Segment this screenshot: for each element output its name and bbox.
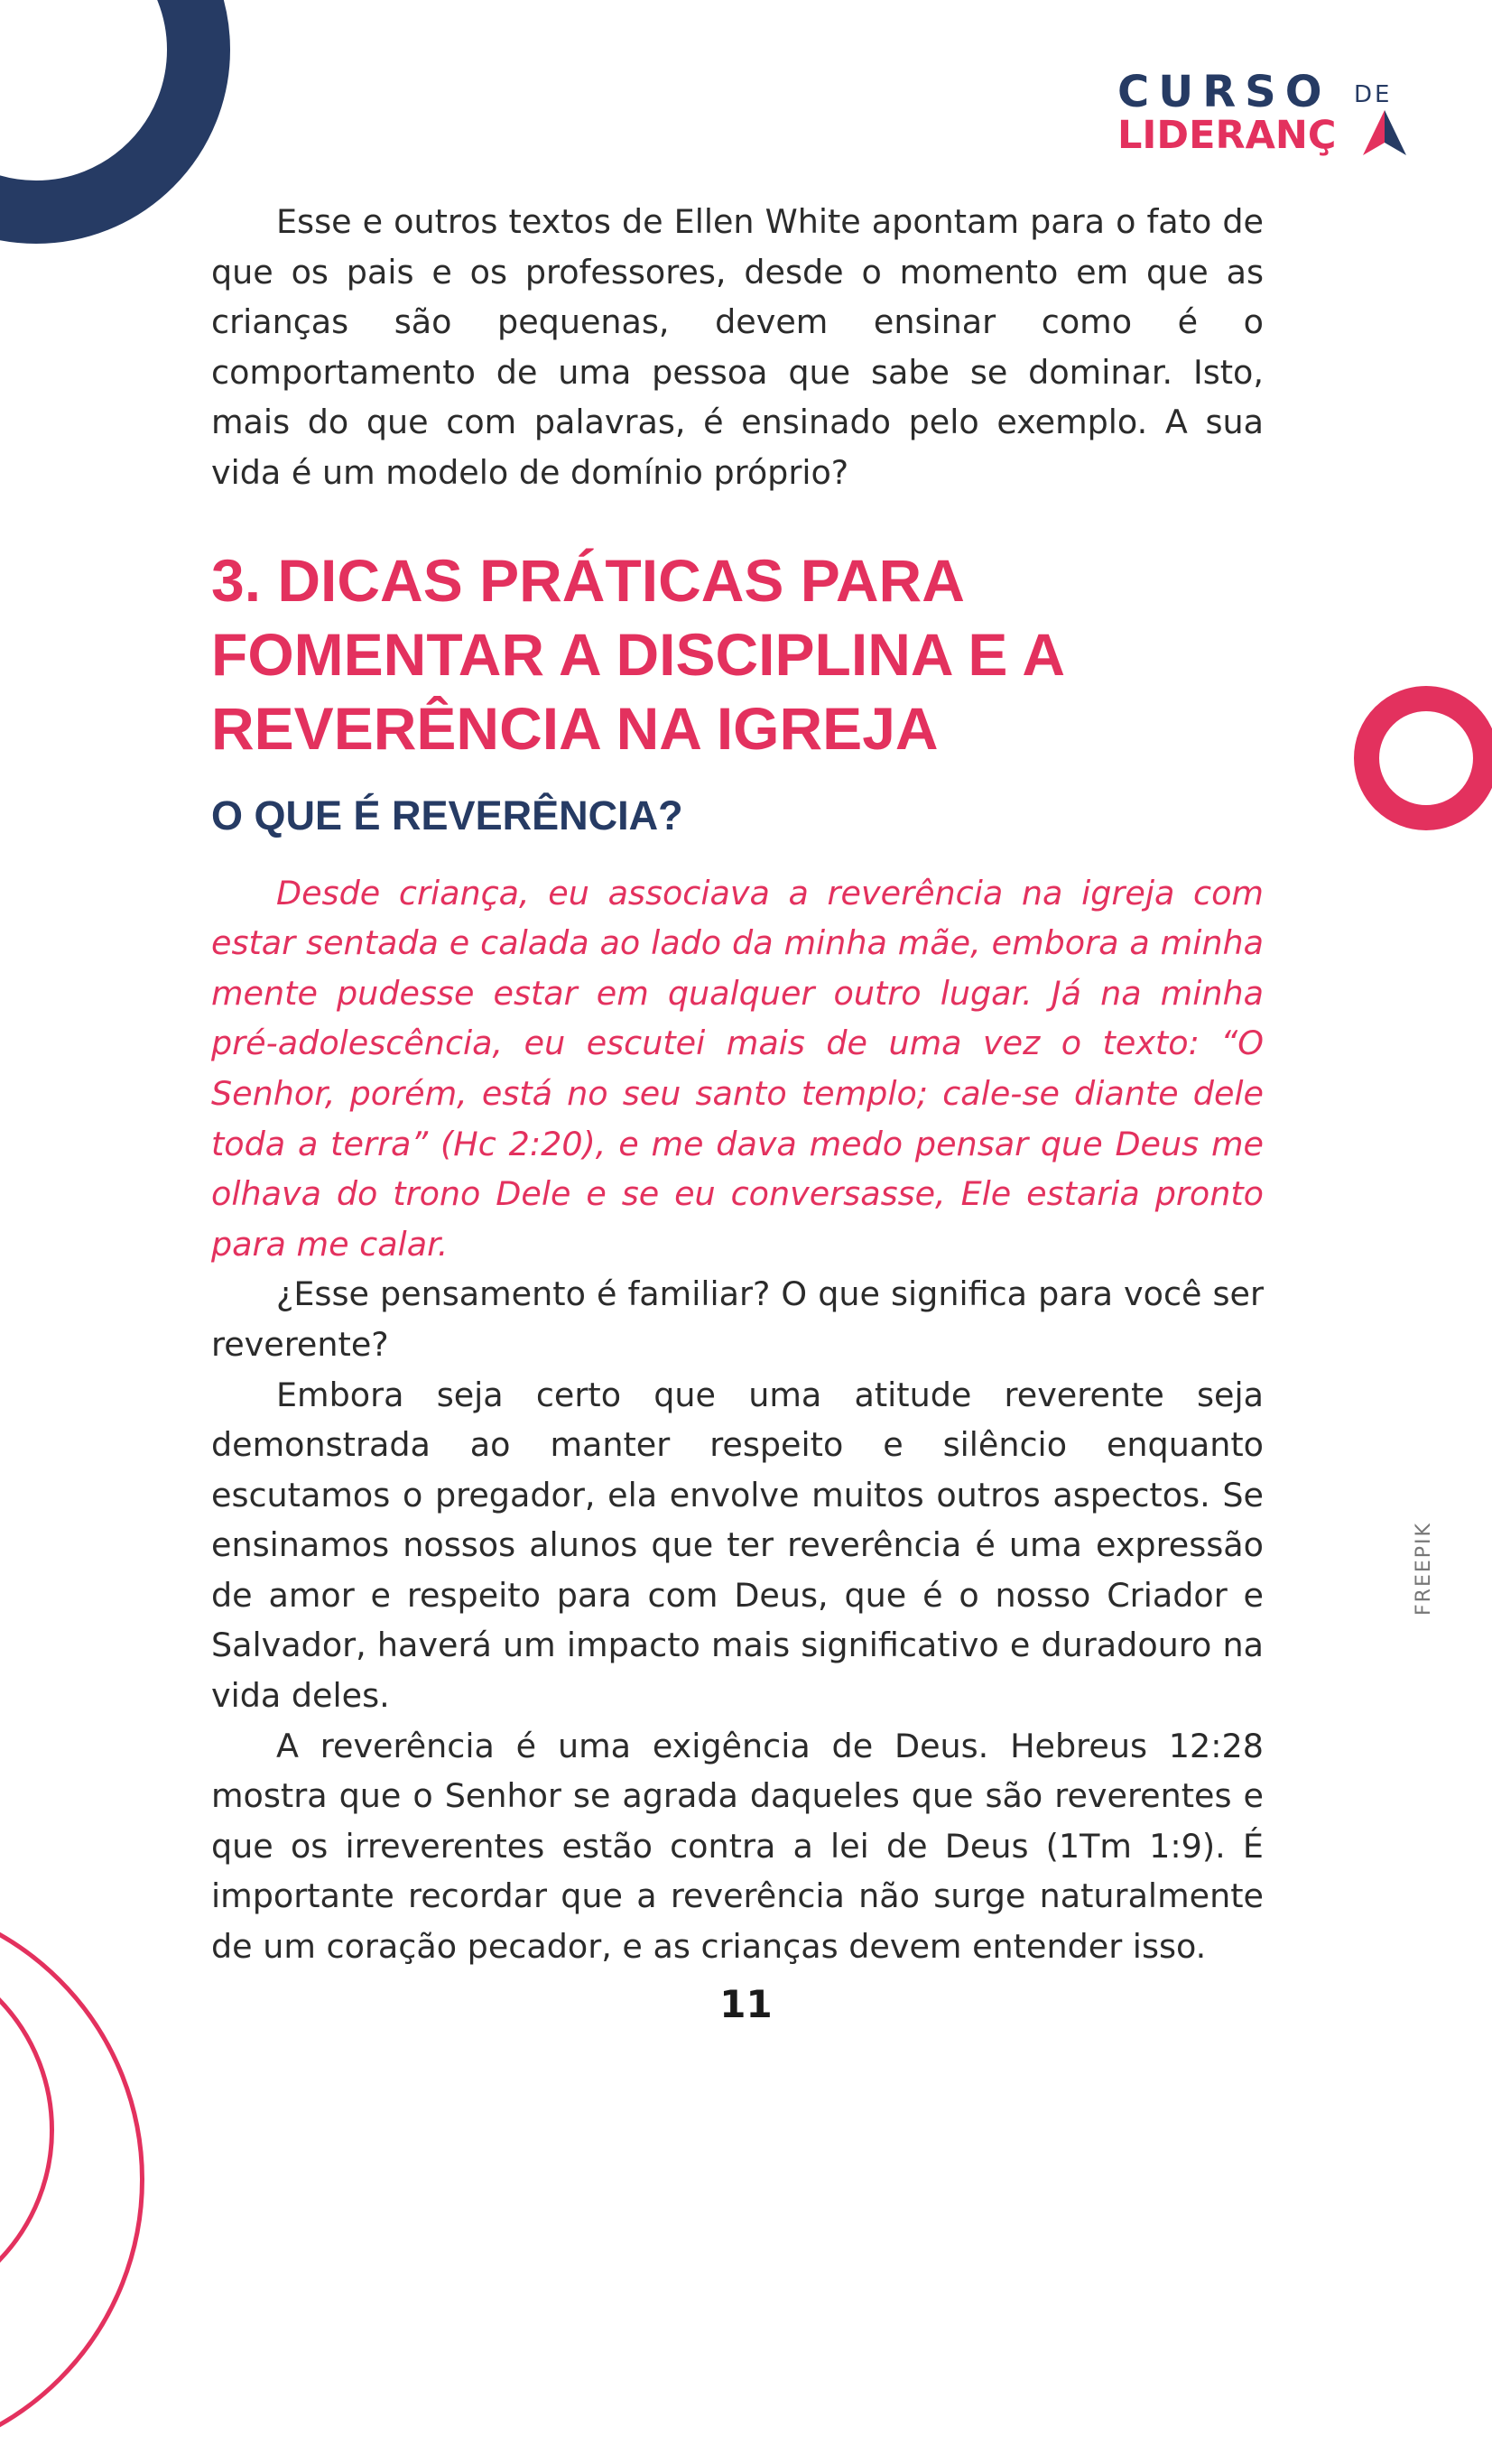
body-paragraph: Embora seja certo que uma atitude reverente seja demonstrada ao manter respeito e silêncio enquanto escutamos o pregador, ela envolve muitos outros aspectos. Se ensinamos nossos alunos que ter reverência é uma expressão de amor e respeito para com Deus, que é o nosso Criador e Salvador, haverá um impacto mais significativo e duradouro na vida deles. bbox=[211, 1375, 1264, 1716]
page-content bbox=[211, 197, 1264, 1972]
image-credit: FREEPIK bbox=[1413, 1522, 1435, 1616]
testimony-quote: Desde criança, eu associava a reverência na igreja com estar sentada e calada ao lado da minha mãe, embora a minha mente pudesse estar em qualquer outro lugar. Já na minha pré-adolescência, eu escutei mais de uma vez o texto: “O Senhor, porém, está no seu santo templo; cale-se diante dele toda a terra” (Hc 2:20), e me dava medo pensar que Deus me olhava do trono Dele e se eu conversasse, Ele estaria pronto para me calar. bbox=[211, 873, 1264, 1264]
course-logo bbox=[1117, 67, 1406, 166]
decorative-pink-ring bbox=[1354, 686, 1492, 830]
body-paragraph: ¿Esse pensamento é familiar? O que significa para você ser reverente? bbox=[211, 1274, 1264, 1364]
subsection-title: O QUE É REVERÊNCIA? bbox=[211, 792, 683, 838]
logo-connector: DE bbox=[1354, 81, 1393, 108]
logo-line-1: CURSO bbox=[1117, 67, 1331, 117]
logo-line-2: LIDERANÇ bbox=[1117, 113, 1337, 158]
body-paragraph: A reverência é uma exigência de Deus. Hebreus 12:28 mostra que o Senhor se agrada daqueles que são reverentes e que os irreverentes estão contra a lei de Deus (1Tm 1:9). É importante recordar que a reverência não surge naturalmente de um coração pecador, e as crianças devem entender isso. bbox=[211, 1726, 1264, 1967]
page-number: 11 bbox=[719, 1982, 773, 2026]
intro-paragraph: Esse e outros textos de Ellen White apontam para o fato de que os pais e os professores, desde o momento em que as crianças são pequenas, devem ensinar como é o comportamento de uma pessoa que sabe se dominar. Isto, mais do que com palavras, é ensinado pelo exemplo. A sua vida é um modelo de domínio próprio? bbox=[211, 202, 1264, 492]
decorative-navy-ring bbox=[0, 0, 230, 244]
logo-a-triangle-icon bbox=[1363, 110, 1406, 155]
section-title: 3. DICAS PRÁTICAS PARA FOMENTAR A DISCIPLINA E A REVERÊNCIA NA IGREJA bbox=[211, 546, 1063, 762]
